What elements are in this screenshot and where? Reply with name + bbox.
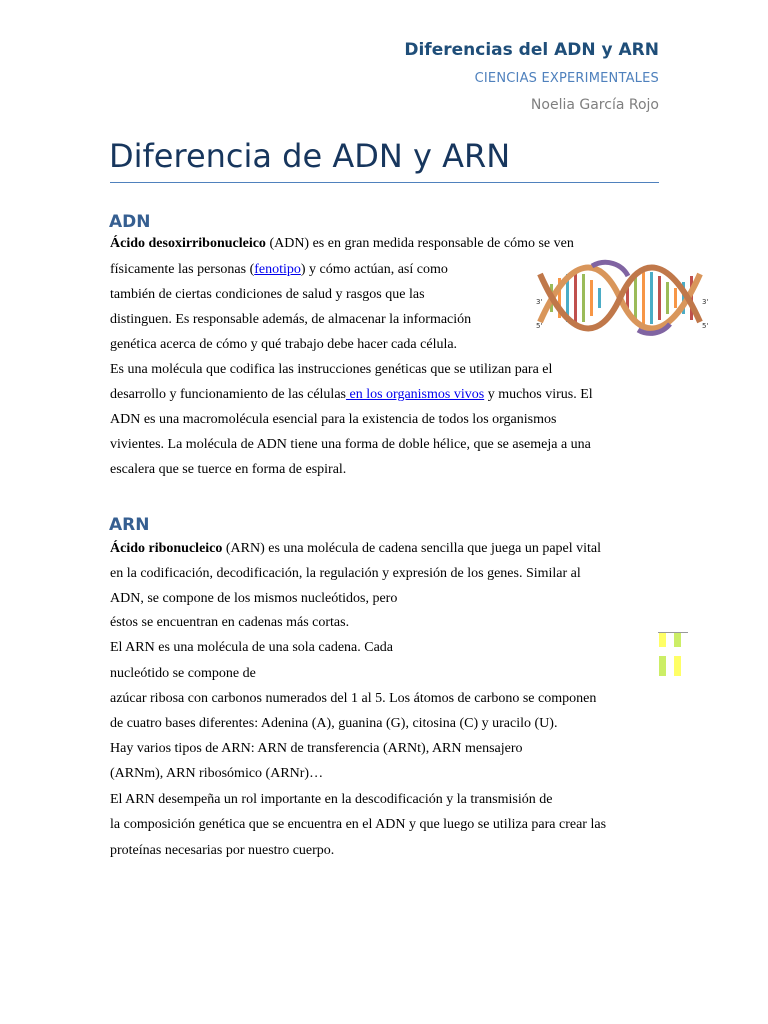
adn-line-7 [110, 387, 593, 403]
header-subject: CIENCIAS EXPERIMENTALES [474, 71, 659, 86]
organismos-vivos-link[interactable]: en los organismos vivos [345, 387, 485, 402]
adn-line-10: escalera que se tuerce en forma de espiral. [110, 462, 347, 477]
rna-strand-image-fragment [656, 630, 688, 678]
arn-line-7: azúcar ribosa con carbonos numerados del 1 al 5. Los átomos de carbono se componen [110, 691, 597, 706]
header-author: Noelia García Rojo [530, 97, 659, 113]
adn-line-1 [110, 236, 574, 252]
dna-double-helix-image [530, 258, 710, 338]
adn-heading: ADN [109, 212, 151, 232]
arn-term: Ácido ribonucleico [110, 541, 223, 556]
header-doc-title: Diferencias del ADN y ARN [404, 40, 659, 60]
arn-line-1-text: (ARN) es una molécula de cadena sencilla que juega un papel vital [222, 541, 602, 556]
arn-line-3: ADN, se compone de los mismos nucleótidos, pero [110, 591, 398, 606]
arn-line-13: proteínas necesarias por nuestro cuerpo. [110, 843, 335, 858]
arn-line-1 [110, 541, 601, 557]
arn-line-2: en la codificación, decodificación, la regulación y expresión de los genes. Similar al [110, 566, 581, 581]
arn-line-9: Hay varios tipos de ARN: ARN de transferencia (ARNt), ARN mensajero [110, 741, 523, 756]
title-divider [110, 182, 659, 183]
adn-line-4: distinguen. Es responsable además, de almacenar la información [110, 312, 472, 327]
adn-line-2a: físicamente las personas ( [110, 262, 255, 277]
arn-line-4: éstos se encuentran en cadenas más cortas. [110, 615, 350, 630]
arn-line-11: El ARN desempeña un rol importante en la descodificación y la transmisión de [110, 792, 553, 807]
arn-line-10: (ARNm), ARN ribosómico (ARNr)… [110, 766, 324, 781]
adn-line-8: ADN es una macromolécula esencial para la existencia de todos los organismos [110, 412, 557, 427]
adn-line-5: genética acerca de cómo y qué trabajo debe hacer cada célula. [110, 337, 458, 352]
adn-line-7a: desarrollo y funcionamiento de las células [110, 387, 346, 402]
adn-line-1-text: (ADN) es en gran medida responsable de cómo se ven [265, 236, 574, 251]
adn-line-9: vivientes. La molécula de ADN tiene una forma de doble hélice, que se asemeja a una [110, 437, 591, 452]
arn-heading: ARN [109, 515, 150, 535]
arn-line-12: la composición genética que se encuentra en el ADN y que luego se utiliza para crear las [110, 817, 607, 832]
fenotipo-link[interactable]: fenotipo [254, 262, 301, 277]
label-3-prime-left: 3' [536, 298, 543, 306]
arn-line-5: El ARN es una molécula de una sola cadena. Cada [110, 640, 394, 655]
page-title: Diferencia de ADN y ARN [109, 137, 511, 175]
arn-line-8: de cuatro bases diferentes: Adenina (A), guanina (G), citosina (C) y uracilo (U). [110, 716, 558, 731]
adn-line-2 [110, 262, 448, 278]
adn-line-2b: ) y cómo actúan, así como [300, 262, 448, 277]
label-5-prime-right: 5' [702, 322, 709, 330]
label-3-prime-right: 3' [702, 298, 709, 306]
arn-line-6: nucleótido se compone de [110, 666, 256, 681]
adn-line-3: también de ciertas condiciones de salud y rasgos que las [110, 287, 425, 302]
adn-line-7b: y muchos virus. El [484, 387, 593, 402]
adn-line-6: Es una molécula que codifica las instrucciones genéticas que se utilizan para el [110, 362, 553, 377]
label-5-prime-left: 5' [536, 322, 543, 330]
adn-term: Ácido desoxirribonucleico [110, 236, 266, 251]
